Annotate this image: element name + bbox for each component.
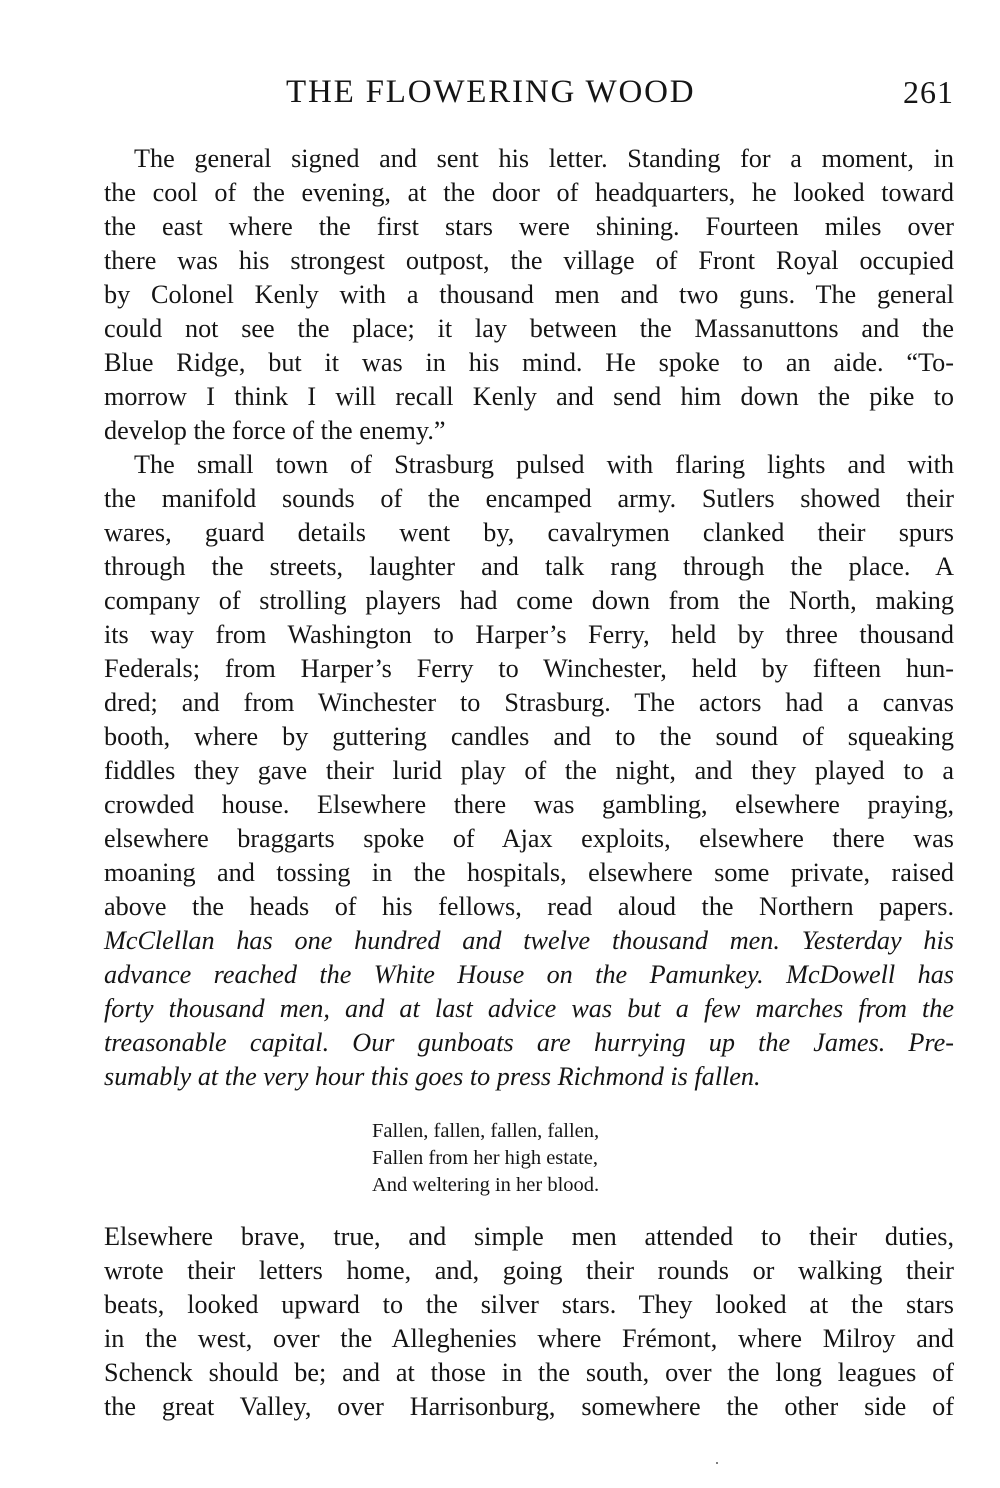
italic-text-line: treasonable capital. Our gunboats are hurrying up the James. Pre-: [104, 1028, 954, 1057]
text-line: the east where the first stars were shining. Fourteen miles over: [104, 212, 954, 241]
italic-text-line: sumably at the very hour this goes to press Richmond is fallen.: [104, 1062, 761, 1091]
text-line: fiddles they gave their lurid play of the night, and they played to a: [104, 756, 954, 785]
text-line: develop the force of the enemy.”: [104, 416, 446, 445]
text-line: could not see the place; it lay between the Massanuttons and the: [104, 314, 954, 343]
running-head: [104, 70, 954, 114]
text-line: The small town of Strasburg pulsed with flaring lights and with: [134, 450, 954, 479]
italic-text-line: McClellan has one hundred and twelve thousand men. Yesterday his: [104, 926, 954, 955]
chapter-title: THE FLOWERING WOOD: [286, 74, 696, 110]
verse-line: Fallen from her high estate,: [372, 1147, 599, 1169]
text-line: crowded house. Elsewhere there was gambling, elsewhere praying,: [104, 790, 954, 819]
text-line: company of strolling players had come down from the North, making: [104, 586, 954, 615]
text-line: beats, looked upward to the silver stars. They looked at the stars: [104, 1290, 954, 1319]
text-line: wares, guard details went by, cavalrymen clanked their spurs: [104, 518, 954, 547]
italic-text-line: advance reached the White House on the Pamunkey. McDowell has: [104, 960, 954, 989]
text-line: moaning and tossing in the hospitals, elsewhere some private, raised: [104, 858, 954, 887]
verse-line: And weltering in her blood.: [372, 1174, 600, 1196]
text-line: Federals; from Harper’s Ferry to Winchester, held by fifteen hun-: [104, 654, 954, 683]
text-line: wrote their letters home, and, going their rounds or walking their: [104, 1256, 954, 1285]
text-line: the great Valley, over Harrisonburg, somewhere the other side of: [104, 1392, 954, 1421]
ink-speck: [716, 1462, 718, 1464]
text-line: the cool of the evening, at the door of headquarters, he looked toward: [104, 178, 954, 207]
text-line: Elsewhere brave, true, and simple men attended to their duties,: [104, 1222, 954, 1251]
text-line: there was his strongest outpost, the village of Front Royal occupied: [104, 246, 954, 275]
closing-prose: [104, 1220, 954, 1424]
text-line: Blue Ridge, but it was in his mind. He spoke to an aide. “To-: [104, 348, 954, 377]
text-line: the manifold sounds of the encamped army. Sutlers showed their: [104, 484, 954, 513]
text-line: in the west, over the Alleghenies where Frémont, where Milroy and: [104, 1324, 954, 1353]
text-line: Schenck should be; and at those in the south, over the long leagues of: [104, 1358, 954, 1387]
text-line: its way from Washington to Harper’s Ferry, held by three thousand: [104, 620, 954, 649]
text-line: through the streets, laughter and talk rang through the place. A: [104, 552, 954, 581]
text-line: dred; and from Winchester to Strasburg. The actors had a canvas: [104, 688, 954, 717]
text-line: morrow I think I will recall Kenly and send him down the pike to: [104, 382, 954, 411]
text-line: elsewhere braggarts spoke of Ajax exploits, elsewhere there was: [104, 824, 954, 853]
text-line: by Colonel Kenly with a thousand men and two guns. The general: [104, 280, 954, 309]
text-line: booth, where by guttering candles and to the sound of squeaking: [104, 722, 954, 751]
verse-line: Fallen, fallen, fallen, fallen,: [372, 1120, 600, 1142]
main-prose: [104, 142, 954, 1094]
page-number: 261: [903, 74, 954, 110]
text-line: The general signed and sent his letter. Standing for a moment, in: [134, 144, 954, 173]
text-line: above the heads of his fellows, read aloud the Northern papers.: [104, 892, 954, 921]
verse-quotation: [372, 1118, 702, 1199]
italic-text-line: forty thousand men, and at last advice was but a few marches from the: [104, 994, 954, 1023]
